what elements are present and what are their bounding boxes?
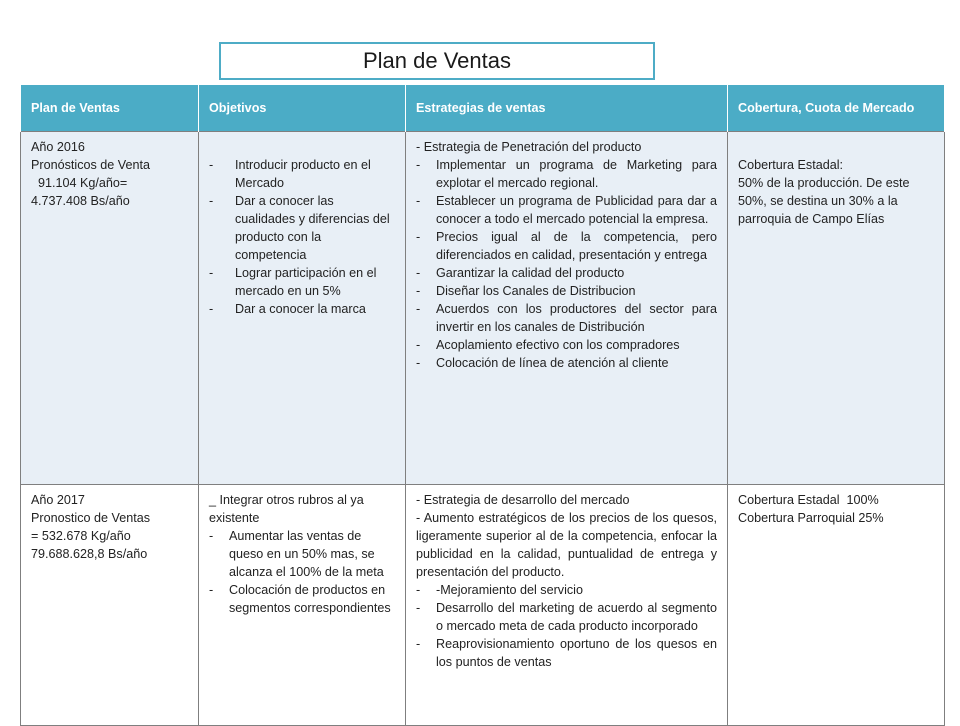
cobertura-cell — [728, 485, 945, 726]
list-item: - -Mejoramiento del servicio — [416, 581, 717, 599]
list-item: - Reaprovisionamiento oportuno de los quesos en los puntos de ventas — [416, 635, 717, 671]
list-item: - Precios igual al de la competencia, pero diferenciados en calidad, presentación y entrega — [416, 228, 717, 264]
cobertura-line: 50% de la producción. De este 50%, se destina un 30% a la parroquia de Campo Elías — [738, 176, 914, 226]
plan-line: = 532.678 Kg/año — [31, 529, 131, 543]
list-item: - Implementar un programa de Marketing para explotar el mercado regional. — [416, 156, 717, 192]
list-item: - Lograr participación en el mercado en un 5% — [209, 264, 395, 300]
list-item: - Diseñar los Canales de Distribucion — [416, 282, 717, 300]
list-item: - Dar a conocer las cualidades y diferencias del producto con la competencia — [209, 192, 395, 264]
header-cobertura: Cobertura, Cuota de Mercado — [728, 85, 945, 132]
list-item: - Colocación de productos en segmentos correspondientes — [209, 581, 395, 617]
estrategias-cell — [406, 132, 728, 485]
estrategia-paragraph: - Aumento estratégicos de los precios de los quesos, ligeramente superior al de la competencia, enfocar la publicidad en la calidad, puntualidad de entrega y presentación del producto. — [416, 511, 721, 579]
list-item: - Dar a conocer la marca — [209, 300, 395, 318]
plan-line: 79.688.628,8 Bs/año — [31, 547, 148, 561]
page-title: Plan de Ventas — [219, 42, 655, 80]
list-item: - Garantizar la calidad del producto — [416, 264, 717, 282]
estrategias-cell — [406, 485, 728, 726]
objetivos-cell — [199, 132, 406, 485]
plan-cell — [21, 132, 199, 485]
list-item: - Desarrollo del marketing de acuerdo al segmento o mercado meta de cada producto incorporado — [416, 599, 717, 635]
cobertura-cell — [728, 132, 945, 485]
estrategia-heading: - Estrategia de desarrollo del mercado — [416, 493, 630, 507]
plan-cell — [21, 485, 199, 726]
header-objetivos: Objetivos — [199, 85, 406, 132]
plan-line: 91.104 Kg/año= — [31, 176, 128, 190]
objetivos-list — [209, 527, 395, 617]
list-item: - Acoplamiento efectivo con los compradores — [416, 336, 717, 354]
estrategias-list — [416, 581, 717, 671]
table-row — [21, 132, 945, 485]
objetivo-intro: _ Integrar otros rubros al ya existente — [209, 493, 368, 525]
header-estrategias: Estrategias de ventas — [406, 85, 728, 132]
list-item: - Colocación de línea de atención al cliente — [416, 354, 717, 372]
list-item: - Acuerdos con los productores del sector para invertir en los canales de Distribución — [416, 300, 717, 336]
cobertura-line: Cobertura Estadal 100% — [738, 493, 879, 507]
cobertura-line: Cobertura Parroquial 25% — [738, 511, 884, 525]
estrategias-list — [416, 156, 717, 372]
plan-line: Pronósticos de Venta — [31, 158, 151, 172]
list-item: - Aumentar las ventas de queso en un 50% mas, se alcanza el 100% de la meta — [209, 527, 395, 581]
list-item: - Establecer un programa de Publicidad para dar a conocer a todo el mercado potencial la empresa. — [416, 192, 717, 228]
cobertura-line: Cobertura Estadal: — [738, 158, 844, 172]
header-plan: Plan de Ventas — [21, 85, 199, 132]
list-item: - Introducir producto en el Mercado — [209, 156, 395, 192]
objetivos-cell — [199, 485, 406, 726]
plan-line: 4.737.408 Bs/año — [31, 194, 130, 208]
table-header-row — [21, 85, 945, 132]
table-row — [21, 485, 945, 726]
plan-line: Año 2016 — [31, 140, 85, 154]
plan-line: Pronostico de Ventas — [31, 511, 151, 525]
objetivos-list — [209, 156, 395, 318]
sales-plan-table — [20, 85, 945, 726]
plan-line: Año 2017 — [31, 493, 85, 507]
estrategia-heading: - Estrategia de Penetración del producto — [416, 140, 642, 154]
